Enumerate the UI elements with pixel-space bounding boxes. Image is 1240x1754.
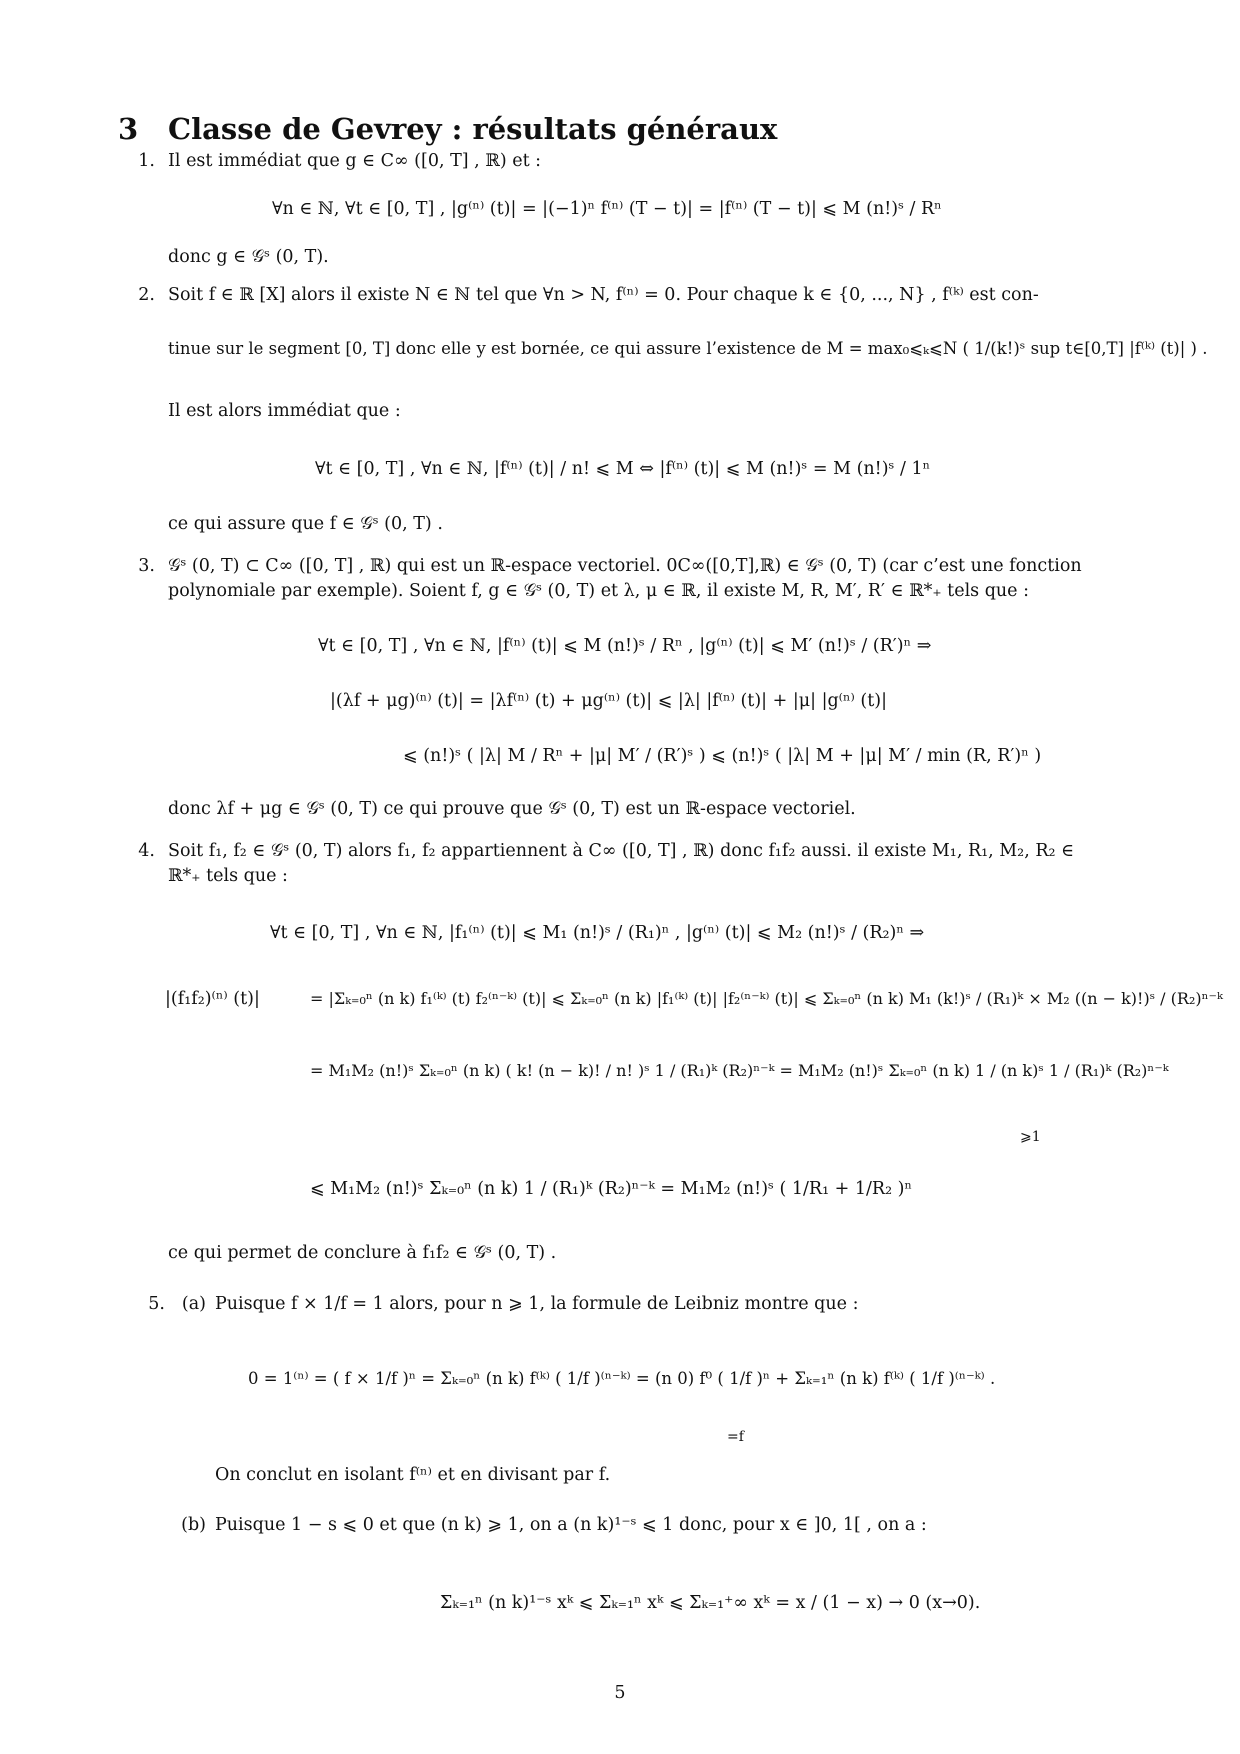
item-3-conclusion: donc λf + μg ∈ 𝒢ˢ (0, T) ce qui prouve que 𝒢ˢ (0, T) est un ℝ-espace vectoriel. [168, 799, 856, 819]
item-5b-text: Puisque 1 − s ⩽ 0 et que (n k) ⩾ 1, on a (n k)¹⁻ˢ ⩽ 1 donc, pour x ∈ ]0, 1[ , on a : [215, 1515, 927, 1535]
item-1-equation: ∀n ∈ ℕ, ∀t ∈ [0, T] , |g⁽ⁿ⁾ (t)| = |(−1)ⁿ f⁽ⁿ⁾ (T − t)| = |f⁽ⁿ⁾ (T − t)| ⩽ M (n!)ˢ / Rⁿ [272, 199, 942, 219]
item-4-conclusion: ce qui permet de conclure à f₁f₂ ∈ 𝒢ˢ (0, T) . [168, 1243, 557, 1263]
item-4-underbrace-label: ⩾1 [1020, 1129, 1041, 1145]
item-2-marker: 2. [138, 285, 155, 305]
item-2-equation: ∀t ∈ [0, T] , ∀n ∈ ℕ, |f⁽ⁿ⁾ (t)| / n! ⩽ M ⇔ |f⁽ⁿ⁾ (t)| ⩽ M (n!)ˢ = M (n!)ˢ / 1ⁿ [315, 459, 931, 479]
item-3-marker: 3. [138, 556, 155, 576]
item-4-line-1: Soit f₁, f₂ ∈ 𝒢ˢ (0, T) alors f₁, f₂ appartiennent à C∞ ([0, T] , ℝ) donc f₁f₂ aussi. il existe M₁, R₁, M₂, R₂ ∈ [168, 841, 1075, 861]
item-5a-text: Puisque f × 1/f = 1 alors, pour n ⩾ 1, la formule de Leibniz montre que : [215, 1294, 859, 1314]
item-5-marker: 5. [148, 1294, 165, 1314]
item-1-conclusion: donc g ∈ 𝒢ˢ (0, T). [168, 247, 329, 267]
item-5a-underbrace-label: =f [727, 1429, 744, 1445]
section-heading [118, 110, 777, 149]
item-5b-equation: Σₖ₌₁ⁿ (n k)¹⁻ˢ xᵏ ⩽ Σₖ₌₁ⁿ xᵏ ⩽ Σₖ₌₁⁺∞ xᵏ = x / (1 − x) → 0 (x→0). [440, 1593, 981, 1613]
item-3-line-2: polynomiale par exemple). Soient f, g ∈ 𝒢ˢ (0, T) et λ, μ ∈ ℝ, il existe M, R, M′, R′ ∈ ℝ*₊ tels que : [168, 581, 1029, 601]
item-1-marker: 1. [138, 151, 155, 171]
item-4-equation-3: = M₁M₂ (n!)ˢ Σₖ₌₀ⁿ (n k) ( k! (n − k)! / n! )ˢ 1 / (R₁)ᵏ (R₂)ⁿ⁻ᵏ = M₁M₂ (n!)ˢ Σₖ₌₀ⁿ (n k) 1 / (n k)ˢ 1 / (R₁)ᵏ (R₂)ⁿ⁻ᵏ [310, 1061, 1169, 1080]
item-3-line-1: 𝒢ˢ (0, T) ⊂ C∞ ([0, T] , ℝ) qui est un ℝ-espace vectoriel. 0C∞([0,T],ℝ) ∈ 𝒢ˢ (0, T) (car c’est une fonction [168, 556, 1082, 576]
item-2-line-1: Soit f ∈ ℝ [X] alors il existe N ∈ ℕ tel que ∀n > N, f⁽ⁿ⁾ = 0. Pour chaque k ∈ {0, ..., N} , f⁽ᵏ⁾ est con- [168, 285, 1039, 305]
item-2-line-2: tinue sur le segment [0, T] donc elle y est bornée, ce qui assure l’existence de M = max₀⩽ₖ⩽N ( 1/(k!)ˢ sup t∈[0,T] |f⁽ᵏ⁾ (t)| ) . [168, 339, 1208, 358]
item-4-equation-1: ∀t ∈ [0, T] , ∀n ∈ ℕ, |f₁⁽ⁿ⁾ (t)| ⩽ M₁ (n!)ˢ / (R₁)ⁿ , |g⁽ⁿ⁾ (t)| ⩽ M₂ (n!)ˢ / (R₂)ⁿ ⇒ [270, 923, 925, 943]
section-title: Classe de Gevrey : résultats généraux [168, 112, 778, 146]
item-5a-equation: 0 = 1⁽ⁿ⁾ = ( f × 1/f )ⁿ = Σₖ₌₀ⁿ (n k) f⁽ᵏ⁾ ( 1/f )⁽ⁿ⁻ᵏ⁾ = (n 0) f⁰ ( 1/f )ⁿ + Σₖ₌₁ⁿ (n k) f⁽ᵏ⁾ ( 1/f )⁽ⁿ⁻ᵏ⁾ . [248, 1369, 996, 1388]
page-number: 5 [614, 1683, 626, 1703]
section-number: 3 [118, 112, 139, 146]
item-4-marker: 4. [138, 841, 155, 861]
item-2-line-3: Il est alors immédiat que : [168, 401, 401, 421]
item-4-equation-4: ⩽ M₁M₂ (n!)ˢ Σₖ₌₀ⁿ (n k) 1 / (R₁)ᵏ (R₂)ⁿ⁻ᵏ = M₁M₂ (n!)ˢ ( 1/R₁ + 1/R₂ )ⁿ [310, 1179, 913, 1199]
item-3-equation-2: |(λf + μg)⁽ⁿ⁾ (t)| = |λf⁽ⁿ⁾ (t) + μg⁽ⁿ⁾ (t)| ⩽ |λ| |f⁽ⁿ⁾ (t)| + |μ| |g⁽ⁿ⁾ (t)| [330, 691, 887, 711]
item-4-equation-2-rhs: = |Σₖ₌₀ⁿ (n k) f₁⁽ᵏ⁾ (t) f₂⁽ⁿ⁻ᵏ⁾ (t)| ⩽ Σₖ₌₀ⁿ (n k) |f₁⁽ᵏ⁾ (t)| |f₂⁽ⁿ⁻ᵏ⁾ (t)| ⩽ Σₖ₌₀ⁿ (n k) M₁ (k!)ˢ / (R₁)ᵏ × M₂ ((n − k)!)ˢ / (R₂)ⁿ⁻ᵏ [310, 989, 1223, 1008]
item-5b-marker: (b) [181, 1515, 206, 1535]
item-3-equation-1: ∀t ∈ [0, T] , ∀n ∈ ℕ, |f⁽ⁿ⁾ (t)| ⩽ M (n!)ˢ / Rⁿ , |g⁽ⁿ⁾ (t)| ⩽ M′ (n!)ˢ / (R′)ⁿ ⇒ [318, 636, 932, 656]
item-5a-conclusion: On conclut en isolant f⁽ⁿ⁾ et en divisant par f. [215, 1465, 611, 1485]
item-3-equation-3: ⩽ (n!)ˢ ( |λ| M / Rⁿ + |μ| M′ / (R′)ˢ ) ⩽ (n!)ˢ ( |λ| M + |μ| M′ / min (R, R′)ⁿ ) [403, 746, 1042, 766]
item-1-intro: Il est immédiat que g ∈ C∞ ([0, T] , ℝ) et : [168, 151, 542, 171]
item-5a-marker: (a) [181, 1294, 206, 1314]
item-2-conclusion: ce qui assure que f ∈ 𝒢ˢ (0, T) . [168, 514, 443, 534]
item-4-line-2: ℝ*₊ tels que : [168, 866, 288, 886]
item-4-equation-2-lhs: |(f₁f₂)⁽ⁿ⁾ (t)| [165, 989, 260, 1009]
